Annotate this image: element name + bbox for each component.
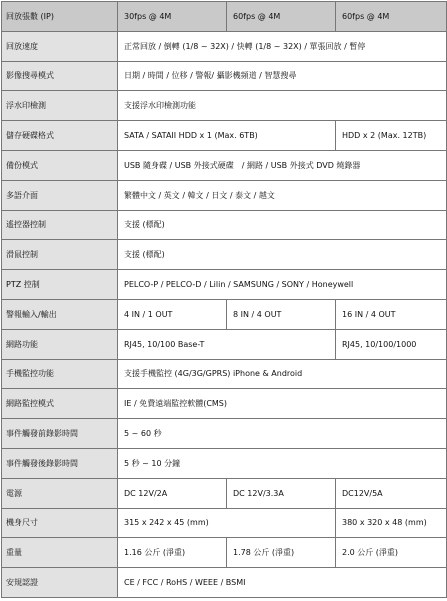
spec-label: 浮水印檢測	[2, 91, 118, 121]
spec-row	[2, 329, 447, 359]
spec-label: 手機監控功能	[2, 359, 118, 389]
spec-label: 多語介面	[2, 180, 118, 210]
spec-label: 警報輸入/輸出	[2, 299, 118, 329]
spec-value: USB 隨身碟 / USB 外接式硬碟 / 網路 / USB 外接式 DVD 燒錄器	[118, 150, 447, 180]
spec-label: 儲存硬碟格式	[2, 121, 118, 151]
spec-label: 回放張數 (IP)	[2, 2, 118, 32]
spec-row	[2, 448, 447, 478]
spec-value: 1.16 公斤 (淨重)	[118, 538, 227, 568]
spec-label: 遙控器控制	[2, 210, 118, 240]
spec-value: DC 12V/2A	[118, 478, 227, 508]
spec-row	[2, 150, 447, 180]
spec-row	[2, 568, 447, 598]
spec-value: 5 ~ 60 秒	[118, 419, 447, 449]
spec-label: 影像搜尋模式	[2, 61, 118, 91]
spec-row	[2, 2, 447, 32]
spec-row	[2, 240, 447, 270]
spec-label: 事件觸發前錄影時間	[2, 419, 118, 449]
spec-value: DC12V/5A	[336, 478, 447, 508]
spec-value: 日期 / 時間 / 位移 / 警報/ 攝影機頻道 / 智慧搜尋	[118, 61, 447, 91]
spec-value: DC 12V/3.3A	[227, 478, 336, 508]
spec-value: 30fps @ 4M	[118, 2, 227, 32]
spec-row	[2, 121, 447, 151]
spec-label: 機身尺寸	[2, 508, 118, 538]
spec-value: 60fps @ 4M	[336, 2, 447, 32]
spec-label: 事件觸發後錄影時間	[2, 448, 118, 478]
spec-value: 8 IN / 4 OUT	[227, 299, 336, 329]
spec-label: 重量	[2, 538, 118, 568]
spec-value: 正常回放 / 倒轉 (1/8 ~ 32X) / 快轉 (1/8 ~ 32X) / 單張回放 / 暫停	[118, 31, 447, 61]
spec-value: 繁體中文 / 英文 / 韓文 / 日文 / 泰文 / 越文	[118, 180, 447, 210]
spec-row	[2, 270, 447, 300]
spec-value: 5 秒 ~ 10 分鐘	[118, 448, 447, 478]
spec-value: PELCO-P / PELCO-D / Lilin / SAMSUNG / SONY / Honeywell	[118, 270, 447, 300]
spec-value: 2.0 公斤 (淨重)	[336, 538, 447, 568]
spec-value: HDD x 2 (Max. 12TB)	[336, 121, 447, 151]
spec-value: RJ45, 10/100/1000	[336, 329, 447, 359]
spec-value: CE / FCC / RoHS / WEEE / BSMI	[118, 568, 447, 598]
spec-row	[2, 180, 447, 210]
spec-row	[2, 31, 447, 61]
spec-label: 備份模式	[2, 150, 118, 180]
spec-value: 支援浮水印檢測功能	[118, 91, 447, 121]
spec-table-body	[2, 2, 447, 598]
spec-value: IE / 免費遠端監控軟體(CMS)	[118, 389, 447, 419]
spec-value: 4 IN / 1 OUT	[118, 299, 227, 329]
spec-row	[2, 210, 447, 240]
spec-row	[2, 61, 447, 91]
spec-value: 支援手機監控 (4G/3G/GPRS) iPhone & Android	[118, 359, 447, 389]
spec-table	[1, 1, 447, 598]
spec-value: 60fps @ 4M	[227, 2, 336, 32]
spec-label: 網路功能	[2, 329, 118, 359]
spec-label: 電源	[2, 478, 118, 508]
spec-value: 380 x 320 x 48 (mm)	[336, 508, 447, 538]
spec-value: RJ45, 10/100 Base-T	[118, 329, 336, 359]
spec-row	[2, 389, 447, 419]
spec-value: 支援 (標配)	[118, 240, 447, 270]
spec-row	[2, 359, 447, 389]
spec-row	[2, 478, 447, 508]
spec-value: SATA / SATAII HDD x 1 (Max. 6TB)	[118, 121, 336, 151]
spec-value: 315 x 242 x 45 (mm)	[118, 508, 336, 538]
spec-label: 網路監控模式	[2, 389, 118, 419]
spec-row	[2, 299, 447, 329]
spec-label: 安規認證	[2, 568, 118, 598]
spec-row	[2, 91, 447, 121]
spec-row	[2, 538, 447, 568]
spec-value: 16 IN / 4 OUT	[336, 299, 447, 329]
spec-row	[2, 508, 447, 538]
spec-value: 1.78 公斤 (淨重)	[227, 538, 336, 568]
spec-label: 滑鼠控制	[2, 240, 118, 270]
spec-label: 回放速度	[2, 31, 118, 61]
spec-value: 支援 (標配)	[118, 210, 447, 240]
spec-label: PTZ 控制	[2, 270, 118, 300]
spec-row	[2, 419, 447, 449]
